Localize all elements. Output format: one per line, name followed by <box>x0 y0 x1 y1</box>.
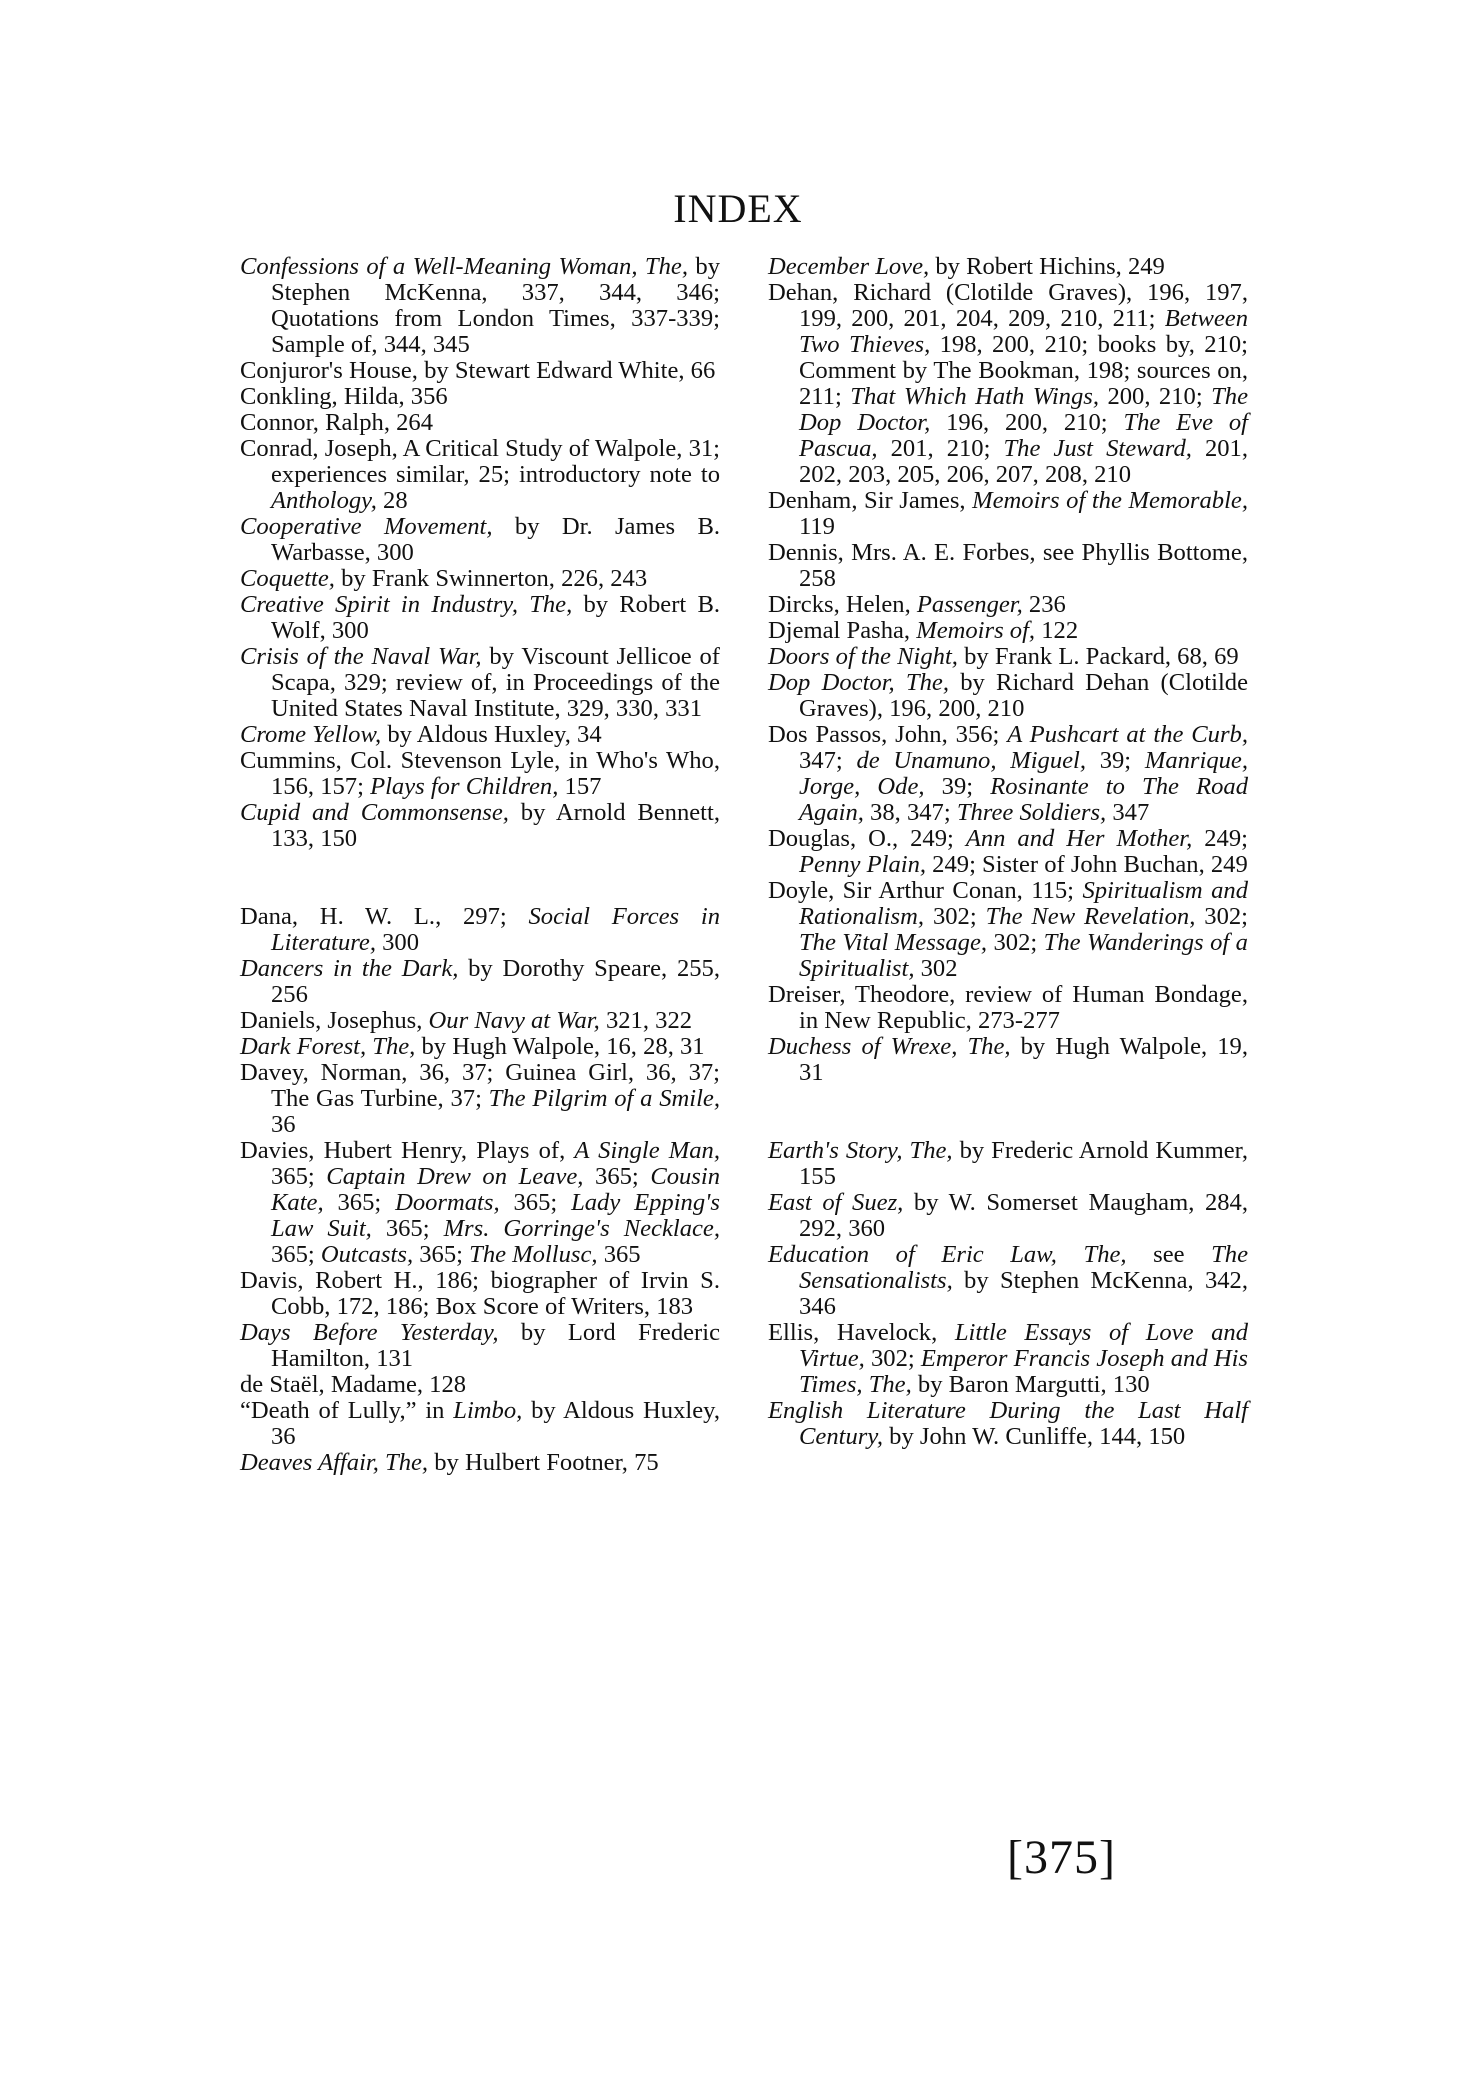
entry-text: by Baron Margutti, 130 <box>911 1371 1150 1398</box>
entry-text: 302; <box>1195 903 1248 930</box>
entry-text: 39; <box>1086 747 1145 774</box>
entry-title-italic: December Love, <box>768 253 930 280</box>
index-column-right <box>768 254 1248 1450</box>
index-entry <box>768 254 1248 280</box>
entry-text: 36 <box>271 1111 296 1138</box>
index-entry <box>768 982 1248 1034</box>
index-entry <box>768 644 1248 670</box>
entry-text: 302; <box>987 929 1044 956</box>
entry-text: Douglas, O., 249; <box>768 825 966 852</box>
entry-text: “Death of Lully,” in <box>240 1397 454 1424</box>
entry-title-italic: The Dop Doctor, <box>799 383 1248 436</box>
entry-text: 122 <box>1035 617 1079 644</box>
entry-title-italic: The Pilgrim of a Smile, <box>488 1085 720 1112</box>
entry-text: by Hugh Walpole, 16, 28, 31 <box>415 1033 705 1060</box>
entry-text: by Hulbert Footner, 75 <box>428 1449 659 1476</box>
index-entry <box>768 280 1248 488</box>
entry-title-italic: Dop Doctor, The, <box>768 669 949 696</box>
entry-text: by Frank L. Packard, 68, 69 <box>957 643 1239 670</box>
page-number: [375] <box>1007 1831 1116 1884</box>
entry-title-italic: Plays for Children, <box>370 773 559 800</box>
index-entry <box>240 1138 720 1268</box>
entry-text: Dennis, Mrs. A. E. Forbes, see Phyllis Bottome, 258 <box>768 539 1248 592</box>
index-entry <box>240 1060 720 1138</box>
entry-text: Conkling, Hilda, 356 <box>240 383 448 410</box>
entry-text: by Robert Hichins, 249 <box>929 253 1165 280</box>
index-entry <box>240 800 720 852</box>
entry-title-italic: Dancers in the Dark, <box>240 955 459 982</box>
index-entry <box>240 956 720 1008</box>
entry-title-italic: Manrique, Jorge, Ode, <box>799 747 1248 800</box>
index-entry <box>240 1034 720 1060</box>
entry-text: see <box>1126 1241 1212 1268</box>
entry-text: by Hugh Walpole, 19, 31 <box>799 1033 1248 1086</box>
index-entry <box>768 1034 1248 1086</box>
index-entry <box>768 722 1248 826</box>
index-entry <box>240 904 720 956</box>
entry-text: 302; <box>924 903 986 930</box>
entry-text: 249; Sister of John Buchan, 249 <box>926 851 1248 878</box>
entry-title-italic: Penny Plain, <box>799 851 927 878</box>
index-entry <box>768 592 1248 618</box>
entry-title-italic: Three Soldiers, <box>956 799 1107 826</box>
entry-title-italic: English Literature During the Last Half Century, <box>768 1397 1248 1450</box>
entry-text: 196, 200, 210; <box>930 409 1124 436</box>
entry-text: Daniels, Josephus, <box>240 1007 429 1034</box>
entry-text: by Frank Swinnerton, 226, 243 <box>334 565 648 592</box>
index-entry <box>768 618 1248 644</box>
entry-title-italic: Passenger, <box>916 591 1023 618</box>
entry-title-italic: Outcasts, <box>320 1241 414 1268</box>
entry-text: 38, 347; <box>863 799 957 826</box>
index-entry <box>240 566 720 592</box>
entry-title-italic: East of Suez, <box>768 1189 904 1216</box>
index-column-left <box>240 254 720 1476</box>
entry-title-italic: The Sensationalists, <box>799 1241 1248 1294</box>
entry-title-italic: Doormats, <box>395 1189 500 1216</box>
index-entry <box>768 1242 1248 1320</box>
entry-text: Davey, Norman, 36, 37; Guinea Girl, 36, 37; The Gas Turbine, 37; <box>240 1059 720 1112</box>
entry-title-italic: Education of Eric Law, The, <box>768 1241 1127 1268</box>
entry-title-italic: Confessions of a Well-Meaning Woman, The, <box>240 253 688 280</box>
entry-text: 365; <box>413 1241 470 1268</box>
entry-title-italic: Crisis of the Naval War, <box>240 643 482 670</box>
entry-text: Cummins, Col. Stevenson Lyle, in Who's Who, 156, 157; <box>240 747 720 800</box>
entry-title-italic: The Mollusc, <box>469 1241 598 1268</box>
section-gap <box>240 852 720 904</box>
entry-title-italic: A Single Man, <box>574 1137 720 1164</box>
entry-text: Conjuror's House, by Stewart Edward White, 66 <box>240 357 716 384</box>
entry-title-italic: Earth's Story, The, <box>768 1137 953 1164</box>
entry-title-italic: Doors of the Night, <box>768 643 958 670</box>
entry-text: 119 <box>799 513 835 540</box>
index-entry <box>240 1372 720 1398</box>
entry-title-italic: Spiritualism and Rationalism, <box>799 877 1249 930</box>
entry-title-italic: The New Revelation, <box>985 903 1196 930</box>
entry-text: 200, 210; <box>1099 383 1212 410</box>
entry-text: 39; <box>924 773 991 800</box>
entry-text: by Richard Dehan (Clotilde Graves), 196, 200, 210 <box>799 669 1248 722</box>
index-entry <box>768 826 1248 878</box>
index-entry <box>768 1190 1248 1242</box>
entry-text: de Staël, Madame, 128 <box>240 1371 467 1398</box>
entry-title-italic: The Eve of Pascua, <box>799 409 1248 462</box>
entry-text: 236 <box>1022 591 1066 618</box>
entry-title-italic: Anthology, <box>271 487 377 514</box>
page-title: INDEX <box>673 186 803 231</box>
entry-title-italic: Captain Drew on Leave, <box>326 1163 584 1190</box>
entry-title-italic: Between Two Thieves, <box>799 305 1248 358</box>
entry-text: by Stephen McKenna, 342, 346 <box>799 1267 1248 1320</box>
entry-text: 300 <box>375 929 420 956</box>
entry-title-italic: A Pushcart at the Curb, <box>1007 721 1248 748</box>
entry-title-italic: Rosinante to The Road Again, <box>799 773 1248 826</box>
entry-title-italic: The Just Steward, <box>1003 435 1192 462</box>
index-entry <box>240 514 720 566</box>
entry-title-italic: Memoirs of, <box>916 617 1036 644</box>
entry-title-italic: The Vital Message, <box>799 929 988 956</box>
index-entry <box>240 1398 720 1450</box>
entry-title-italic: Little Essays of Love and Virtue, <box>799 1319 1249 1372</box>
entry-text: 365; <box>583 1163 651 1190</box>
entry-text: by John W. Cunliffe, 144, 150 <box>883 1423 1186 1450</box>
entry-text: 302; <box>864 1345 921 1372</box>
entry-text: by Frederic Arnold Kummer, 155 <box>799 1137 1248 1190</box>
index-entry <box>768 878 1248 982</box>
entry-text: Dos Passos, John, 356; <box>768 721 1008 748</box>
entry-title-italic: That Which Hath Wings, <box>850 383 1099 410</box>
entry-text: 365; <box>371 1215 444 1242</box>
entry-text: 365; <box>323 1189 396 1216</box>
entry-text: by Lord Frederic Hamilton, 131 <box>271 1319 720 1372</box>
entry-title-italic: de Unamuno, Miguel, <box>856 747 1087 774</box>
index-entry <box>768 540 1248 592</box>
entry-text: by Dorothy Speare, 255, 256 <box>271 955 720 1008</box>
entry-text: 321, 322 <box>599 1007 693 1034</box>
entry-title-italic: Cousin Kate, <box>271 1163 721 1216</box>
index-entry <box>240 722 720 748</box>
index-entry <box>240 748 720 800</box>
entry-title-italic: Days Before Yesterday, <box>240 1319 499 1346</box>
index-entry <box>768 488 1248 540</box>
section-gap <box>768 1086 1248 1138</box>
entry-title-italic: The Wanderings of a Spiritualist, <box>799 929 1248 982</box>
index-entry <box>768 1138 1248 1190</box>
index-entry <box>240 358 720 384</box>
entry-text: 28 <box>376 487 408 514</box>
entry-title-italic: Memoirs of the Memorable, <box>972 487 1248 514</box>
entry-title-italic: Mrs. Gorringe's Necklace, <box>443 1215 720 1242</box>
index-entry <box>240 592 720 644</box>
entry-title-italic: Crome Yellow, <box>240 721 382 748</box>
entry-text: 347 <box>1106 799 1150 826</box>
entry-text: Davis, Robert H., 186; biographer of Irvin S. Cobb, 172, 186; Box Score of Writers, 183 <box>240 1267 720 1320</box>
entry-text: 201, 202, 203, 205, 206, 207, 208, 210 <box>799 435 1249 488</box>
entry-title-italic: Lady Epping's Law Suit, <box>271 1189 720 1242</box>
entry-title-italic: Coquette, <box>240 565 335 592</box>
entry-text: by Arnold Bennett, 133, 150 <box>271 799 720 852</box>
index-entry <box>768 1398 1248 1450</box>
entry-text: by Viscount Jellicoe of Scapa, 329; review of, in Proceedings of the United States Naval Institute, 329, 330, 331 <box>271 643 720 722</box>
index-entry <box>240 436 720 514</box>
entry-text: 198, 200, 210; books by, 210; Comment by The Bookman, 198; sources on, 211; <box>799 331 1248 410</box>
entry-text: by Robert B. Wolf, 300 <box>271 591 720 644</box>
entry-text: Doyle, Sir Arthur Conan, 115; <box>768 877 1083 904</box>
entry-text: by W. Somerset Maugham, 284, 292, 360 <box>799 1189 1248 1242</box>
entry-text: 347; <box>799 747 857 774</box>
index-entry <box>768 1320 1248 1398</box>
entry-text: Davies, Hubert Henry, Plays of, <box>240 1137 575 1164</box>
index-entry <box>240 1450 720 1476</box>
entry-text: 157 <box>558 773 602 800</box>
entry-title-italic: Emperor Francis Joseph and His Times, The, <box>799 1345 1248 1398</box>
entry-title-italic: Dark Forest, The, <box>240 1033 416 1060</box>
entry-title-italic: Limbo, <box>453 1397 523 1424</box>
index-entry <box>240 254 720 358</box>
entry-text: by Dr. James B. Warbasse, 300 <box>271 513 721 566</box>
entry-title-italic: Creative Spirit in Industry, The, <box>240 591 573 618</box>
entry-title-italic: Cooperative Movement, <box>240 513 493 540</box>
index-entry <box>240 1008 720 1034</box>
entry-text: 201, 210; <box>877 435 1004 462</box>
index-entry <box>240 1320 720 1372</box>
entry-text: Denham, Sir James, <box>768 487 973 514</box>
entry-title-italic: Cupid and Commonsense, <box>240 799 509 826</box>
entry-text: Dehan, Richard (Clotilde Graves), 196, 197, 199, 200, 201, 204, 209, 210, 211; <box>768 279 1248 332</box>
entry-text: Djemal Pasha, <box>768 617 917 644</box>
index-entry <box>240 410 720 436</box>
entry-text: Dana, H. W. L., 297; <box>240 903 529 930</box>
entry-text: Connor, Ralph, 264 <box>240 409 434 436</box>
entry-title-italic: Duchess of Wrexe, The, <box>768 1033 1011 1060</box>
index-entry <box>768 670 1248 722</box>
entry-text: Dircks, Helen, <box>768 591 917 618</box>
entry-title-italic: Deaves Affair, The, <box>240 1449 429 1476</box>
entry-text: 365; <box>271 1241 321 1268</box>
entry-text: 365; <box>499 1189 572 1216</box>
entry-title-italic: Ann and Her Mother, <box>965 825 1193 852</box>
entry-text: 365 <box>597 1241 641 1268</box>
entry-text: 302 <box>914 955 958 982</box>
entry-text: Dreiser, Theodore, review of Human Bondage, in New Republic, 273-277 <box>768 981 1248 1034</box>
entry-text: by Aldous Huxley, 36 <box>271 1397 720 1450</box>
entry-text: by Aldous Huxley, 34 <box>381 721 602 748</box>
index-entry <box>240 1268 720 1320</box>
entry-text: 365; <box>271 1163 327 1190</box>
entry-text: by Stephen McKenna, 337, 344, 346; Quotations from London Times, 337-339; Sample of, 344, 345 <box>271 253 720 358</box>
entry-text: Ellis, Havelock, <box>768 1319 955 1346</box>
index-entry <box>240 644 720 722</box>
entry-text: Conrad, Joseph, A Critical Study of Walpole, 31; experiences similar, 25; introductory note to <box>240 435 720 488</box>
index-entry <box>240 384 720 410</box>
entry-text: 249; <box>1192 825 1248 852</box>
entry-title-italic: Social Forces in Literature, <box>271 903 720 956</box>
entry-title-italic: Our Navy at War, <box>428 1007 600 1034</box>
